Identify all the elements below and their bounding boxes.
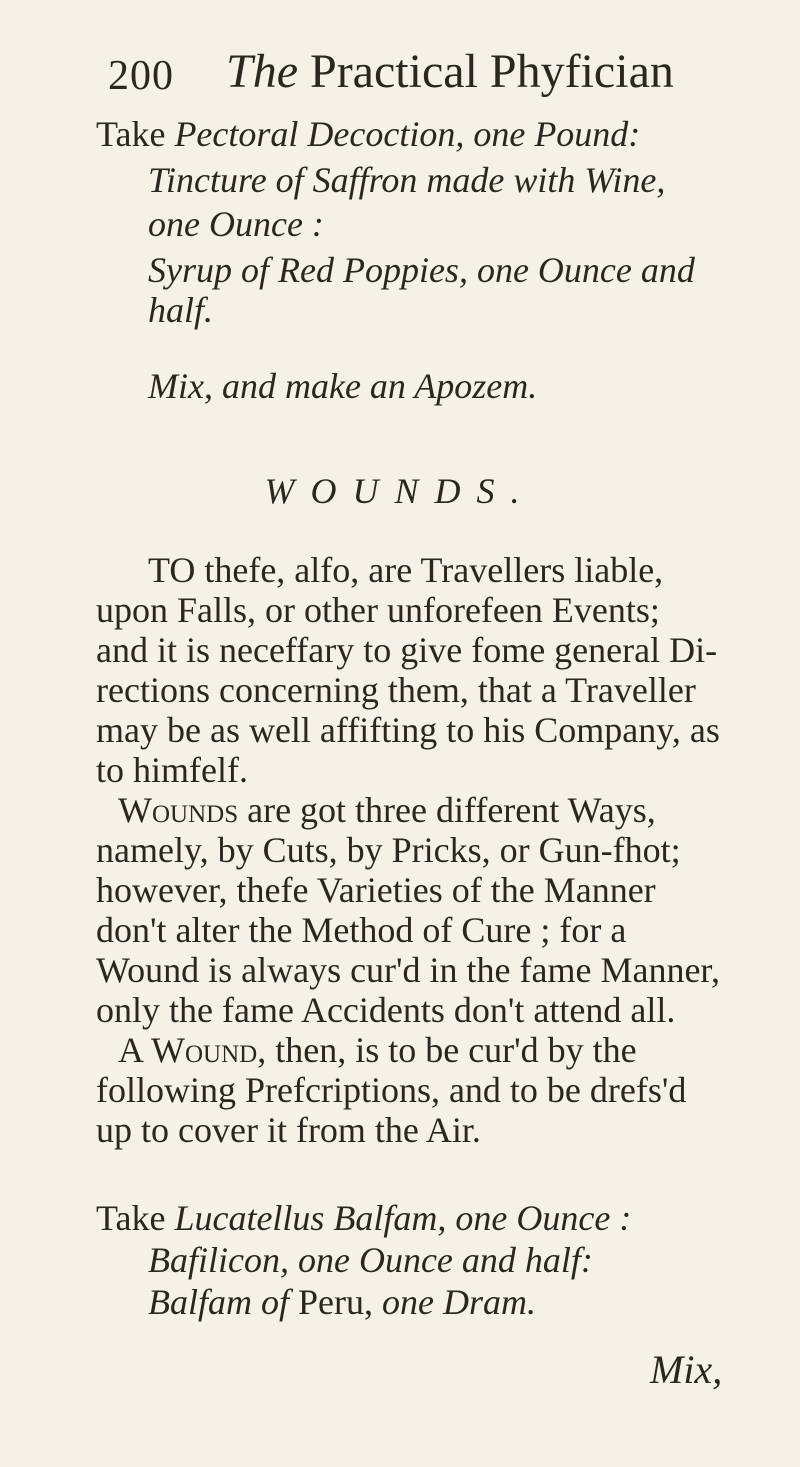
para1-line-2: upon Falls, or other unforefeen Events; — [96, 590, 660, 630]
para2-line-5: Wound is always cur'd in the fame Manner, — [96, 950, 720, 990]
recipe1-line-5: half. — [148, 290, 214, 330]
recipe1-mix: Mix, and make an Apozem. — [148, 366, 538, 406]
para3-text-1: then, is to be cur'd by the — [275, 1030, 637, 1070]
para1-first-word: TO — [148, 550, 196, 590]
recipe1-text-1: Pectoral Decoction, one Pound: — [174, 114, 641, 154]
section-heading: WOUNDS. — [264, 471, 536, 511]
para1-line-4: rections concerning them, that a Traveller — [96, 670, 696, 710]
para3-first-word: A — [118, 1030, 143, 1070]
recipe2-text-3a: Balfam of — [148, 1282, 289, 1322]
recipe1-take: Take — [96, 114, 166, 154]
para3-line-3: up to cover it from the Air. — [96, 1110, 481, 1150]
para2-line-4: don't alter the Method of Cure ; for a — [96, 910, 627, 950]
running-title-the: The — [226, 45, 298, 98]
recipe2-text-3c: one Dram. — [382, 1282, 536, 1322]
para3-line-2: following Prefcriptions, and to be drefs'd — [96, 1070, 687, 1110]
catchword: Mix, — [650, 1347, 723, 1392]
para2-first-word: Wounds — [118, 790, 239, 830]
running-title-rest: Practical Phyfician — [310, 45, 674, 98]
para1-line-6: to himfelf. — [96, 750, 248, 790]
para2-line-3: however, thefe Varieties of the Manner — [96, 870, 656, 910]
para2-line-2: namely, by Cuts, by Pricks, or Gun-fhot; — [96, 830, 681, 870]
para3-wound: Wound, — [151, 1030, 267, 1070]
recipe2-take: Take — [96, 1198, 166, 1238]
para1-line-5: may be as well affifting to his Company, as — [96, 710, 720, 750]
recipe1-line-2: Tincture of Saffron made with Wine, — [148, 160, 666, 200]
para1-line-3: and it is neceffary to give fome general Di- — [96, 630, 718, 670]
page-number: 200 — [108, 53, 174, 99]
recipe1-line-4: Syrup of Red Poppies, one Ounce and — [148, 250, 695, 290]
para2-text-1: are got three different Ways, — [247, 790, 656, 830]
para2-line-6: only the fame Accidents don't attend all. — [96, 990, 676, 1030]
recipe1-line-3: one Ounce : — [148, 204, 324, 244]
para1-text-1: thefe, alfo, are Travellers liable, — [204, 550, 664, 590]
recipe2-text-3b: Peru, — [298, 1282, 373, 1322]
recipe2-text-2: Bafilicon, one Ounce and half: — [148, 1240, 593, 1280]
recipe2-text-1: Lucatellus Balfam, one Ounce : — [174, 1198, 632, 1238]
